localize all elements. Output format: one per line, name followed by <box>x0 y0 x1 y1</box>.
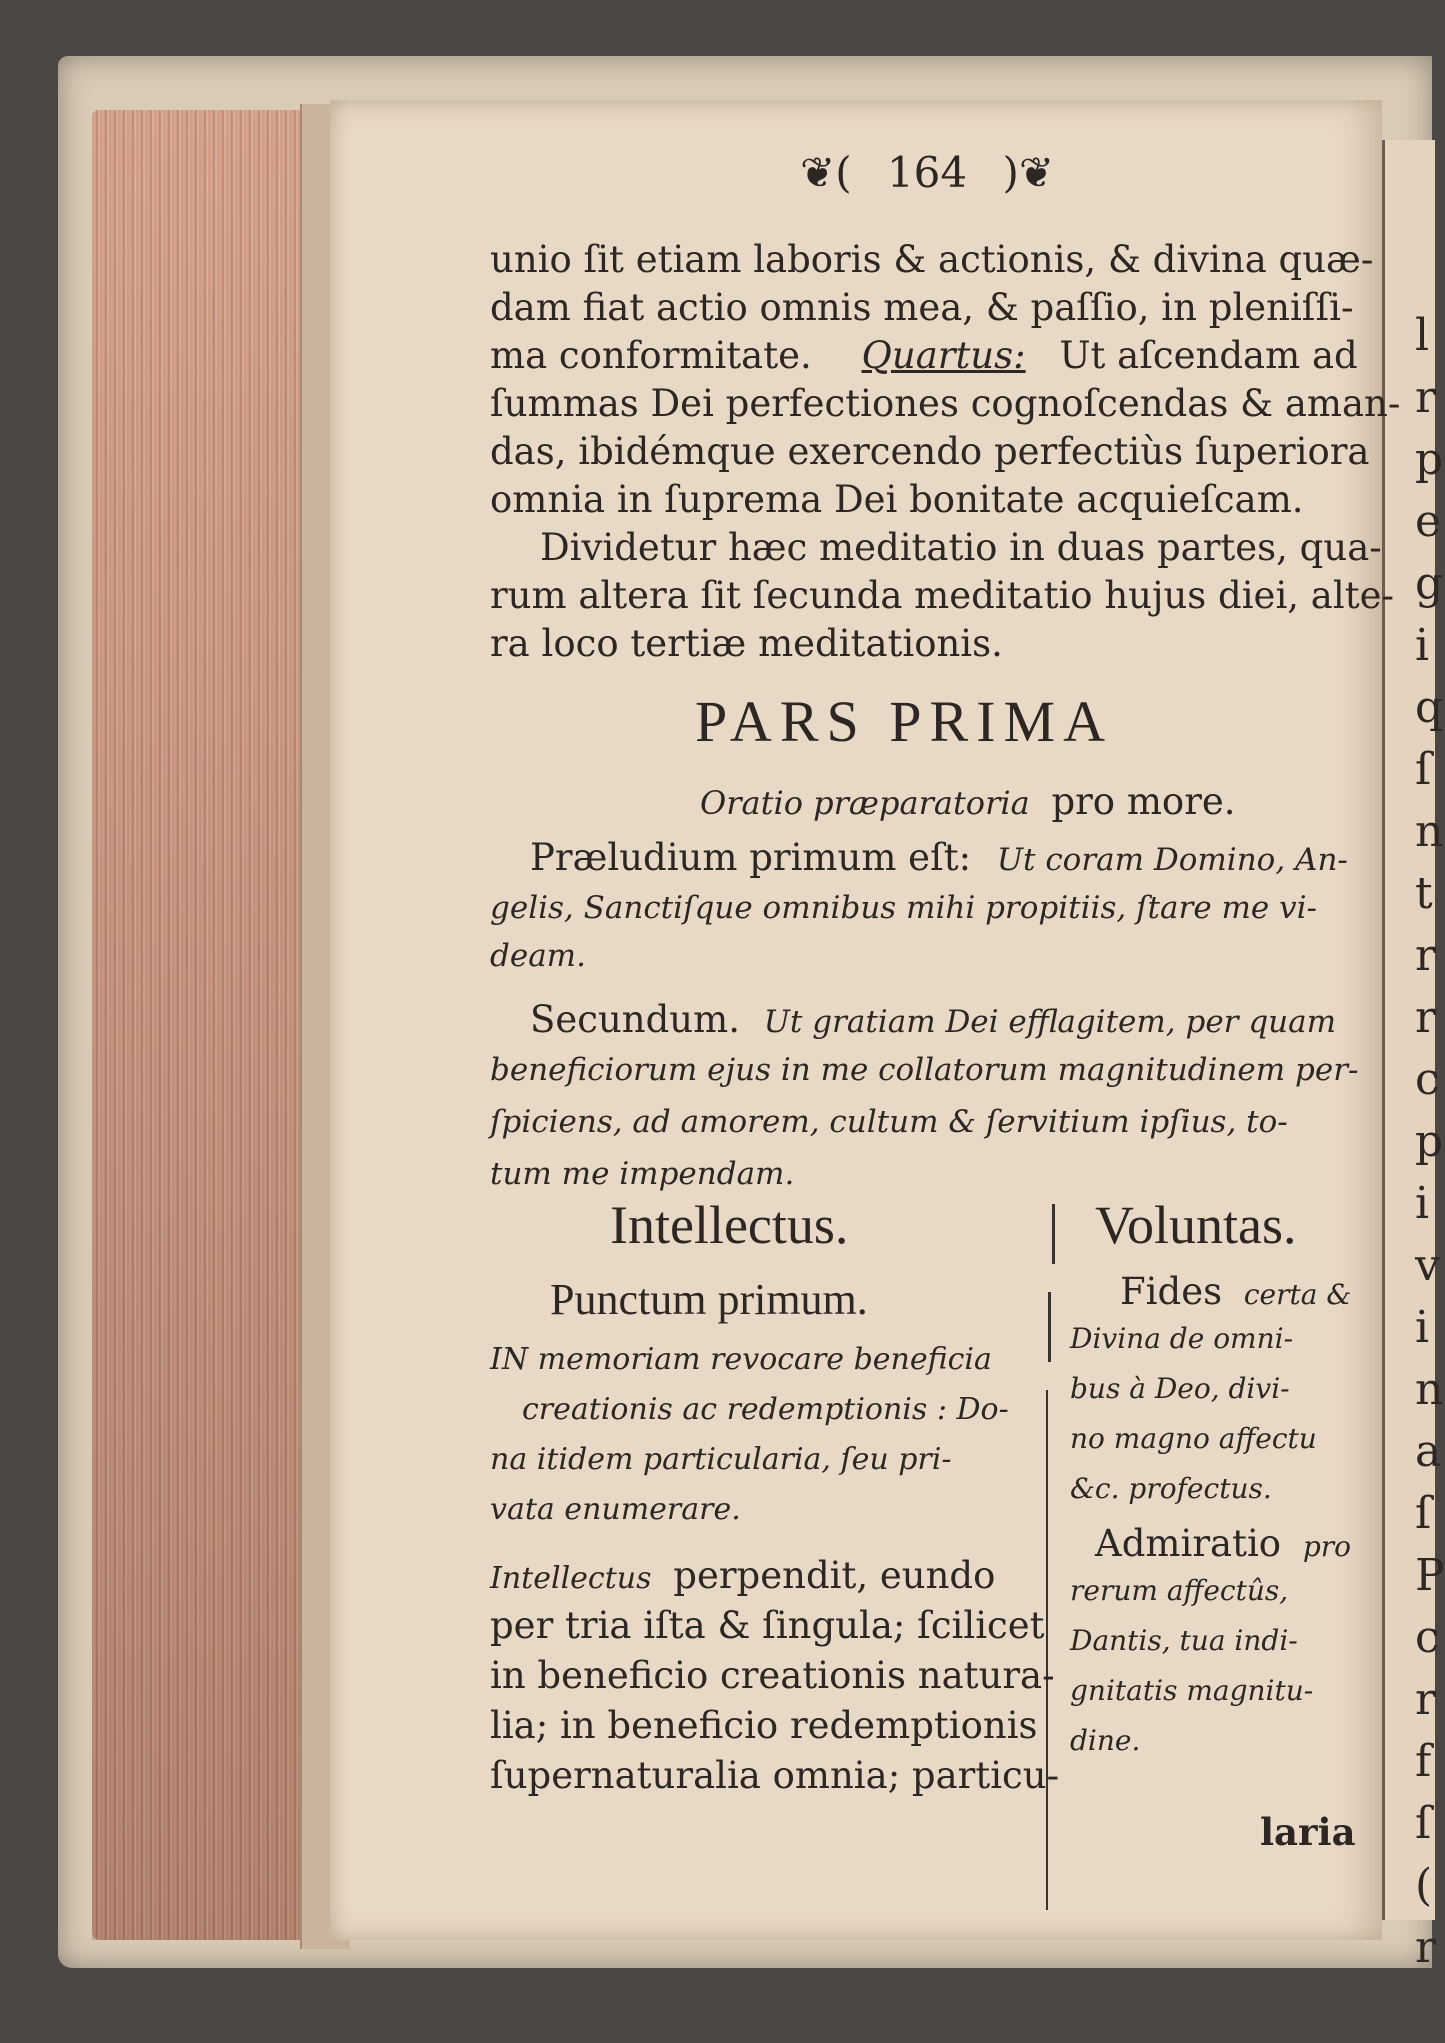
header-ornament-right: )❦ <box>1002 148 1055 197</box>
fides-line: bus à Deo, divi- <box>1070 1372 1290 1405</box>
facing-page-glyph: ſ <box>1415 1798 1432 1849</box>
facing-page-glyph: r <box>1415 1922 1437 1973</box>
facing-page-glyph: ( <box>1415 1860 1433 1911</box>
intellectus-italic-line: vata enumerare. <box>490 1492 741 1527</box>
fides-line <box>1120 1270 1351 1313</box>
voluntas-heading: Voluntas. <box>1095 1195 1297 1255</box>
fides-line: Divina de omni- <box>1070 1322 1294 1355</box>
body-line <box>490 334 1358 377</box>
body-line: ra loco tertiæ meditationis. <box>490 622 1003 665</box>
preludium-lead: Præludium primum eſt: <box>530 836 972 879</box>
intellectus-italic-line: na itidem particularia, ſeu pri- <box>490 1442 952 1477</box>
fides-text: certa & <box>1243 1278 1352 1311</box>
preludium-line: deam. <box>490 938 586 974</box>
body-text: Ut aſcendam ad <box>1059 334 1358 377</box>
intellectus-italic-line: IN memoriam revocare beneficia <box>490 1342 992 1377</box>
facing-page-glyph: r <box>1415 372 1437 423</box>
body-line: Dividetur hæc meditatio in duas partes, qua- <box>540 526 1382 569</box>
intellectus-heading: Intellectus. <box>610 1195 849 1255</box>
secundum-lead: Secundum. <box>530 998 740 1041</box>
admiratio-line: Dantis, tua indi- <box>1070 1624 1298 1657</box>
oratio-italic: Oratio præparatoria <box>700 784 1030 822</box>
secundum-line: ſpiciens, ad amorem, cultum & ſervitium ipſius, to- <box>490 1104 1288 1140</box>
red-page-edges <box>92 110 324 1940</box>
book-page <box>330 100 1401 1940</box>
admiratio-line: dine. <box>1070 1724 1141 1757</box>
admiratio-lead: Admiratio <box>1095 1522 1282 1565</box>
oratio-line <box>700 780 1236 823</box>
facing-page-glyph: c <box>1415 1612 1440 1663</box>
punctum-heading: Punctum primum. <box>550 1275 868 1324</box>
admiratio-text: pro <box>1302 1530 1351 1563</box>
fides-lead: Fides <box>1120 1270 1223 1313</box>
intellectus-text: perpendit, eundo <box>673 1554 996 1597</box>
facing-page-glyph: a <box>1415 1426 1442 1477</box>
facing-page-glyph: l <box>1415 310 1430 361</box>
facing-page-glyph: e <box>1415 496 1442 547</box>
column-divider <box>1046 1390 1048 1910</box>
pars-title: PARS PRIMA <box>695 689 1113 754</box>
intellectus-line: lia; in beneficio redemptionis <box>490 1704 1038 1747</box>
admiratio-line: rerum affectûs, <box>1070 1574 1289 1607</box>
secundum-line: beneficiorum ejus in me collatorum magnitudinem per- <box>490 1052 1359 1088</box>
body-line: rum altera ſit ſecunda meditatio hujus diei, alte- <box>490 574 1394 617</box>
facing-page-glyph: P <box>1415 1550 1445 1601</box>
body-line: dam fiat actio omnis mea, & paſſio, in pleniſſi- <box>490 286 1354 329</box>
facing-page-glyph: i <box>1415 1178 1430 1229</box>
preludium-line <box>530 836 1348 879</box>
facing-page-glyph: n <box>1415 806 1444 857</box>
secundum-italic: Ut gratiam Dei efflagitem, per quam <box>763 1004 1337 1040</box>
fides-line: &c. profectus. <box>1070 1472 1272 1505</box>
facing-page-glyph: n <box>1415 1364 1444 1415</box>
facing-page-glyph: r <box>1415 992 1437 1043</box>
facing-page-glyph: p <box>1415 1116 1444 1167</box>
page-header <box>800 148 1054 197</box>
oratio-roman: pro more. <box>1051 780 1236 823</box>
facing-page-glyph: ſ <box>1415 744 1432 795</box>
facing-page-glyph: g <box>1415 558 1444 609</box>
admiratio-line: gnitatis magnitu- <box>1070 1674 1314 1707</box>
facing-page-glyph: t <box>1415 868 1433 919</box>
intellectus-line: per tria iſta & ſingula; ſcilicet <box>490 1604 1045 1647</box>
preludium-italic: Ut coram Domino, An- <box>996 842 1348 878</box>
column-divider <box>1048 1292 1051 1362</box>
catchword: laria <box>1260 1810 1356 1854</box>
facing-page-glyph: c <box>1415 1054 1440 1105</box>
facing-page-glyph: q <box>1415 682 1444 733</box>
secundum-line <box>530 998 1336 1041</box>
intellectus-italic-line: creationis ac redemptionis : Do- <box>522 1392 1009 1427</box>
intellectus-line: in beneficio creationis natura- <box>490 1654 1055 1697</box>
quartus-label: Quartus: <box>861 334 1026 377</box>
facing-page-glyph: ſ <box>1415 1488 1432 1539</box>
column-divider <box>1052 1204 1055 1264</box>
body-line: ſummas Dei perfectiones cognoſcendas & aman- <box>490 382 1401 425</box>
body-text: ma conformitate. <box>490 334 812 377</box>
facing-page-glyph: p <box>1415 434 1444 485</box>
preludium-line: gelis, Sanctiſque omnibus mihi propitiis, ſtare me vi- <box>490 890 1318 926</box>
body-line: unio ſit etiam laboris & actionis, & divina quæ- <box>490 238 1374 281</box>
intellectus-lead: Intellectus <box>490 1561 652 1596</box>
intellectus-line <box>490 1554 995 1597</box>
secundum-line: tum me impendam. <box>490 1156 795 1192</box>
facing-page-glyph: f <box>1415 1736 1432 1787</box>
facing-page-glyph: r <box>1415 1674 1437 1725</box>
facing-page-glyph: r <box>1415 930 1437 981</box>
facing-page-glyph: i <box>1415 1302 1430 1353</box>
body-line: das, ibidémque exercendo perfectiùs ſuperiora <box>490 430 1370 473</box>
header-ornament-left: ❦( <box>800 148 852 197</box>
intellectus-line: ſupernaturalia omnia; particu- <box>490 1754 1060 1797</box>
facing-page-glyph: i <box>1415 620 1430 671</box>
facing-page-glyph: v <box>1415 1240 1440 1291</box>
admiratio-line <box>1095 1522 1351 1565</box>
fides-line: no magno affectu <box>1070 1422 1317 1455</box>
body-line: omnia in ſuprema Dei bonitate acquieſcam. <box>490 478 1304 521</box>
page-number: 164 <box>886 148 968 197</box>
